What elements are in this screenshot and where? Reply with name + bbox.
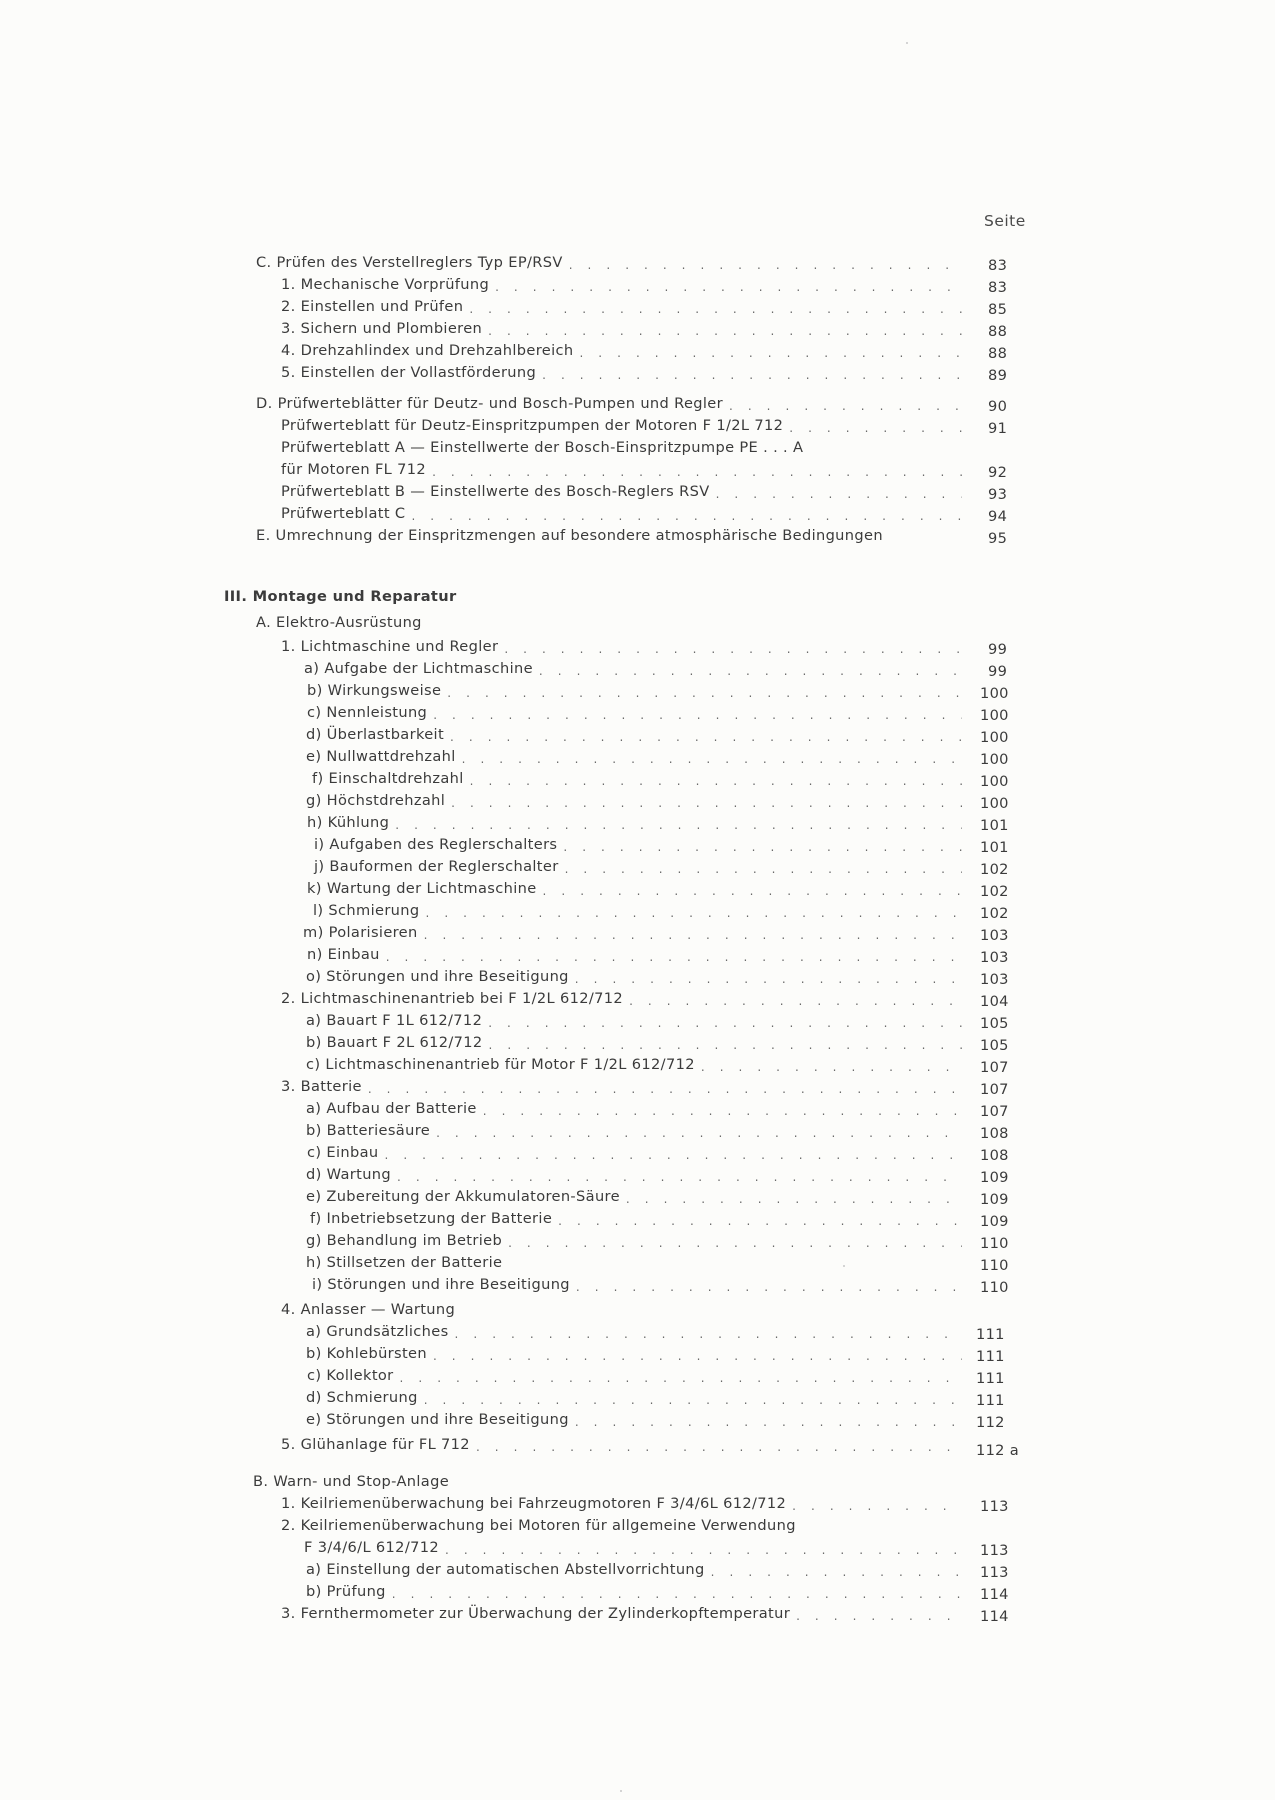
leader-dots xyxy=(385,1147,963,1163)
toc-entry-page: 103 xyxy=(980,971,1009,988)
toc-entry[interactable] xyxy=(281,637,968,657)
leader-dots xyxy=(701,1059,962,1075)
toc-entry-page: 93 xyxy=(988,486,1008,503)
toc-entry-page: 112 xyxy=(976,1414,1005,1431)
leader-dots xyxy=(469,301,962,317)
toc-entry-page: 108 xyxy=(980,1125,1009,1142)
toc-subsection-heading-label: B. Warn- und Stop-Anlage xyxy=(253,1473,450,1490)
toc-entry-page: 103 xyxy=(980,949,1009,966)
toc-entry-label: 3. Sichern und Plombieren xyxy=(281,320,483,337)
toc-entry-label: E. Umrechnung der Einspritzmengen auf besondere atmosphärische Bedingungen xyxy=(256,527,883,544)
toc-entry-label: c) Einbau xyxy=(307,1144,379,1161)
leader-dots xyxy=(450,729,962,745)
toc-entry-page: 107 xyxy=(980,1081,1009,1098)
toc-entry[interactable] xyxy=(281,1077,968,1097)
leader-dots xyxy=(397,1169,962,1185)
toc-entry[interactable] xyxy=(281,1516,968,1536)
toc-entry-page: 111 xyxy=(976,1392,1005,1409)
toc-entry-label: l) Schmierung xyxy=(313,902,420,919)
toc-entry-page: 111 xyxy=(976,1370,1005,1387)
toc-entry-label: 4. Anlasser — Wartung xyxy=(281,1301,456,1318)
toc-entry-label: 1. Mechanische Vorprüfung xyxy=(281,276,490,293)
toc-entry[interactable] xyxy=(306,791,968,811)
leader-dots xyxy=(558,1213,962,1229)
toc-entry[interactable] xyxy=(281,297,968,317)
toc-entry[interactable] xyxy=(313,901,968,921)
toc-entry-page: 111 xyxy=(976,1326,1005,1343)
toc-entry-page: 99 xyxy=(988,641,1008,658)
toc-entry[interactable] xyxy=(306,1165,968,1185)
toc-entry-page: 108 xyxy=(980,1147,1009,1164)
toc-entry[interactable] xyxy=(281,275,968,295)
toc-entry-page: 107 xyxy=(980,1103,1009,1120)
leader-dots xyxy=(495,279,962,295)
toc-entry-label: 2. Keilriemenüberwachung bei Motoren für allgemeine Verwendung xyxy=(281,1517,796,1534)
toc-entry[interactable] xyxy=(281,1604,968,1624)
leader-dots xyxy=(575,971,962,987)
toc-entry-label: g) Behandlung im Betrieb xyxy=(306,1232,503,1249)
toc-entry-label: i) Störungen und ihre Beseitigung xyxy=(312,1276,570,1293)
toc-entry-page: 89 xyxy=(988,367,1008,384)
toc-entry[interactable] xyxy=(306,1187,968,1207)
toc-entry[interactable] xyxy=(281,363,968,383)
toc-entry[interactable] xyxy=(281,341,968,361)
toc-entry-page: 101 xyxy=(980,817,1009,834)
toc-entry-label: b) Kohlebürsten xyxy=(306,1345,427,1362)
leader-dots xyxy=(543,883,962,899)
leader-dots xyxy=(400,1370,962,1386)
toc-entry-label: m) Polarisieren xyxy=(303,924,418,941)
leader-dots xyxy=(476,1439,962,1455)
toc-entry-label: Prüfwerteblatt C xyxy=(281,505,406,522)
toc-entry-label: D. Prüfwerteblätter für Deutz- und Bosch-Pumpen und Regler xyxy=(256,395,723,412)
toc-entry-page: 104 xyxy=(980,993,1009,1010)
scan-speck xyxy=(906,42,908,44)
toc-entry-label: d) Überlastbarkeit xyxy=(306,726,445,743)
toc-entry-label: 2. Einstellen und Prüfen xyxy=(281,298,464,315)
leader-dots xyxy=(432,464,962,480)
toc-entry[interactable] xyxy=(281,1494,968,1514)
toc-entry-page: 111 xyxy=(976,1348,1005,1365)
leader-dots xyxy=(629,993,962,1009)
leader-dots xyxy=(565,861,962,877)
toc-entry-page: 99 xyxy=(988,663,1008,680)
leader-dots xyxy=(488,323,962,339)
toc-entry-label: n) Einbau xyxy=(307,946,380,963)
toc-entry-label: f) Inbetriebsetzung der Batterie xyxy=(310,1210,553,1227)
toc-entry-label: b) Bauart F 2L 612/712 xyxy=(306,1034,483,1051)
toc-entry[interactable] xyxy=(314,835,968,855)
toc-entry-label: 3. Fernthermometer zur Überwachung der Zylinderkopftemperatur xyxy=(281,1605,791,1622)
toc-entry-page: 100 xyxy=(980,751,1009,768)
leader-dots xyxy=(792,1498,962,1514)
toc-entry-page: 110 xyxy=(980,1235,1009,1252)
leader-dots xyxy=(451,795,962,811)
toc-entry-page: 83 xyxy=(988,257,1008,274)
toc-entry-label: h) Kühlung xyxy=(307,814,390,831)
leader-dots xyxy=(729,398,962,414)
toc-entry[interactable] xyxy=(307,681,968,701)
leader-dots xyxy=(395,817,962,833)
toc-subsection-heading-label: A. Elektro-Ausrüstung xyxy=(256,614,422,631)
toc-entry-page: 109 xyxy=(980,1191,1009,1208)
toc-subsection-heading[interactable] xyxy=(256,613,756,633)
toc-entry-page: 88 xyxy=(988,323,1008,340)
toc-entry[interactable] xyxy=(306,1344,968,1364)
toc-entry-page: 100 xyxy=(980,729,1009,746)
leader-dots xyxy=(436,1125,962,1141)
toc-entry-label: d) Wartung xyxy=(306,1166,392,1183)
toc-entry-label: e) Nullwattdrehzahl xyxy=(306,748,456,765)
toc-entry[interactable] xyxy=(312,1275,968,1295)
leader-dots xyxy=(368,1081,962,1097)
leader-dots xyxy=(576,1279,962,1295)
leader-dots xyxy=(489,1037,962,1053)
leader-dots xyxy=(424,927,962,943)
leader-dots xyxy=(504,641,962,657)
toc-entry-page: 102 xyxy=(980,861,1009,878)
toc-entry[interactable] xyxy=(281,1300,968,1320)
toc-entry-page: 110 xyxy=(980,1257,1009,1274)
toc-subsection-heading[interactable] xyxy=(253,1472,753,1492)
toc-entry[interactable] xyxy=(307,1143,968,1163)
toc-entry-page: 94 xyxy=(988,508,1008,525)
toc-entry[interactable] xyxy=(306,725,968,745)
toc-entry-page: 102 xyxy=(980,883,1009,900)
leader-dots xyxy=(626,1191,962,1207)
toc-entry-label: 3. Batterie xyxy=(281,1078,362,1095)
leader-dots xyxy=(569,257,962,273)
leader-dots xyxy=(579,345,962,361)
leader-dots xyxy=(433,707,962,723)
toc-entry[interactable] xyxy=(306,1011,968,1031)
toc-entry-label: b) Batteriesäure xyxy=(306,1122,431,1139)
toc-entry-page: 114 xyxy=(980,1608,1009,1625)
toc-entry-page: 90 xyxy=(988,398,1008,415)
toc-entry[interactable] xyxy=(281,460,968,480)
toc-entry[interactable] xyxy=(307,703,968,723)
leader-dots xyxy=(539,663,962,679)
toc-entry-page: 102 xyxy=(980,905,1009,922)
toc-entry-page: 101 xyxy=(980,839,1009,856)
leader-dots xyxy=(447,685,962,701)
toc-section-heading[interactable] xyxy=(224,587,724,607)
toc-entry-label: b) Prüfung xyxy=(306,1583,386,1600)
toc-entry[interactable] xyxy=(256,394,968,414)
leader-dots xyxy=(711,1564,962,1580)
leader-dots xyxy=(462,751,962,767)
toc-entry[interactable] xyxy=(304,659,968,679)
toc-entry[interactable] xyxy=(306,1322,968,1342)
toc-entry-page: 100 xyxy=(980,773,1009,790)
toc-entry-label: f) Einschaltdrehzahl xyxy=(312,770,464,787)
toc-entry[interactable] xyxy=(256,253,968,273)
toc-entry-page: 113 xyxy=(980,1564,1009,1581)
toc-entry[interactable] xyxy=(306,747,968,767)
leader-dots xyxy=(386,949,962,965)
toc-entry[interactable] xyxy=(303,923,968,943)
toc-entry-label: Prüfwerteblatt A — Einstellwerte der Bosch-Einspritzpumpe PE . . . A xyxy=(281,439,804,456)
toc-entry-label: c) Lichtmaschinenantrieb für Motor F 1/2L 612/712 xyxy=(306,1056,695,1073)
leader-dots xyxy=(426,905,963,921)
toc-entry-label: a) Bauart F 1L 612/712 xyxy=(306,1012,483,1029)
leader-dots xyxy=(575,1414,962,1430)
toc-entry-label: a) Aufgabe der Lichtmaschine xyxy=(304,660,533,677)
toc-entry[interactable] xyxy=(281,504,968,524)
toc-entry-page: 110 xyxy=(980,1279,1009,1296)
toc-entry[interactable] xyxy=(307,879,968,899)
toc-entry[interactable] xyxy=(256,526,968,546)
toc-entry[interactable] xyxy=(306,1121,968,1141)
leader-dots xyxy=(508,1235,962,1251)
toc-entry-label: e) Zubereitung der Akkumulatoren-Säure xyxy=(306,1188,620,1205)
toc-entry[interactable] xyxy=(310,1209,968,1229)
toc-entry-label: a) Einstellung der automatischen Abstellvorrichtung xyxy=(306,1561,705,1578)
toc-entry-label: h) Stillsetzen der Batterie xyxy=(306,1254,503,1271)
toc-entry-page: 113 xyxy=(980,1542,1009,1559)
toc-entry[interactable] xyxy=(306,1055,968,1075)
leader-dots xyxy=(411,508,962,524)
toc-entry[interactable] xyxy=(306,1410,968,1430)
toc-entry-label: j) Bauformen der Reglerschalter xyxy=(314,858,559,875)
toc-entry[interactable] xyxy=(281,482,968,502)
toc-entry-page: 113 xyxy=(980,1498,1009,1515)
leader-dots xyxy=(483,1103,962,1119)
toc-entry[interactable] xyxy=(304,1538,968,1558)
toc-entry-label: 5. Glühanlage für FL 712 xyxy=(281,1436,470,1453)
toc-entry-page: 114 xyxy=(980,1586,1009,1603)
leader-dots xyxy=(470,773,962,789)
leader-dots xyxy=(445,1542,962,1558)
toc-entry[interactable] xyxy=(306,1582,968,1602)
leader-dots xyxy=(716,486,962,502)
toc-entry[interactable] xyxy=(306,1388,968,1408)
toc-entry-label: 2. Lichtmaschinenantrieb bei F 1/2L 612/712 xyxy=(281,990,624,1007)
toc-entry[interactable] xyxy=(306,1560,968,1580)
toc-entry-label: Prüfwerteblatt für Deutz-Einspritzpumpen der Motoren F 1/2L 712 xyxy=(281,417,784,434)
toc-entry-page: 95 xyxy=(988,530,1008,547)
scan-speck xyxy=(620,1790,622,1792)
toc-section-heading-label: III. Montage und Reparatur xyxy=(224,588,457,605)
toc-entry-page: 100 xyxy=(980,795,1009,812)
toc-entry[interactable] xyxy=(281,416,968,436)
leader-dots xyxy=(796,1608,962,1624)
toc-entry-label: c) Kollektor xyxy=(307,1367,394,1384)
toc-entry-label: g) Höchstdrehzahl xyxy=(306,792,446,809)
toc-entry-page: 103 xyxy=(980,927,1009,944)
toc-entry-label: 4. Drehzahlindex und Drehzahlbereich xyxy=(281,342,574,359)
toc-entry-page: 112 a xyxy=(976,1442,1019,1459)
toc-entry-label: a) Grundsätzliches xyxy=(306,1323,449,1340)
toc-entry-page: 83 xyxy=(988,279,1008,296)
page-column-label: Seite xyxy=(984,212,1026,230)
toc-entry-page: 107 xyxy=(980,1059,1009,1076)
toc-entry[interactable] xyxy=(306,1231,968,1251)
toc-entry-label: 5. Einstellen der Vollastförderung xyxy=(281,364,537,381)
toc-entry-label: i) Aufgaben des Reglerschalters xyxy=(314,836,558,853)
toc-entry-label: C. Prüfen des Verstellreglers Typ EP/RSV xyxy=(256,254,563,271)
toc-entry[interactable] xyxy=(306,967,968,987)
toc-entry[interactable] xyxy=(307,1366,968,1386)
toc-entry[interactable] xyxy=(281,989,968,1009)
toc-entry-page: 109 xyxy=(980,1169,1009,1186)
leader-dots xyxy=(488,1015,962,1031)
toc-entry-label: F 3/4/6/L 612/712 xyxy=(304,1539,439,1556)
toc-entry[interactable] xyxy=(281,319,968,339)
leader-dots xyxy=(392,1586,962,1602)
leader-dots xyxy=(563,839,962,855)
toc-entry-label: e) Störungen und ihre Beseitigung xyxy=(306,1411,569,1428)
toc-entry-label: b) Wirkungsweise xyxy=(307,682,442,699)
toc-entry-label: o) Störungen und ihre Beseitigung xyxy=(306,968,569,985)
toc-entry[interactable] xyxy=(281,1435,968,1455)
toc-entry-label: d) Schmierung xyxy=(306,1389,418,1406)
toc-entry-label: 1. Lichtmaschine und Regler xyxy=(281,638,499,655)
toc-entry[interactable] xyxy=(306,1033,968,1053)
toc-entry-label: a) Aufbau der Batterie xyxy=(306,1100,477,1117)
toc-entry[interactable] xyxy=(306,1099,968,1119)
toc-entry-page: 100 xyxy=(980,707,1009,724)
leader-dots xyxy=(424,1392,962,1408)
toc-entry-label: 1. Keilriemenüberwachung bei Fahrzeugmotoren F 3/4/6L 612/712 xyxy=(281,1495,787,1512)
toc-entry[interactable] xyxy=(307,813,968,833)
toc-entry[interactable] xyxy=(306,1253,968,1273)
toc-entry-page: 92 xyxy=(988,464,1008,481)
toc-entry-label: Prüfwerteblatt B — Einstellwerte des Bosch-Reglers RSV xyxy=(281,483,710,500)
leader-dots xyxy=(433,1348,962,1364)
toc-entry-label: k) Wartung der Lichtmaschine xyxy=(307,880,537,897)
toc-entry[interactable] xyxy=(314,857,968,877)
toc-entry-page: 100 xyxy=(980,685,1009,702)
toc-entry-page: 105 xyxy=(980,1037,1009,1054)
toc-entry-label: c) Nennleistung xyxy=(307,704,428,721)
toc-entry-page: 109 xyxy=(980,1213,1009,1230)
toc-entry-page: 91 xyxy=(988,420,1008,437)
leader-dots xyxy=(542,367,962,383)
toc-entry[interactable] xyxy=(281,438,968,458)
scan-speck xyxy=(843,1265,845,1267)
leader-dots xyxy=(789,420,962,436)
toc-entry-page: 85 xyxy=(988,301,1008,318)
toc-entry[interactable] xyxy=(307,945,968,965)
toc-entry-page: 105 xyxy=(980,1015,1009,1032)
toc-entry[interactable] xyxy=(312,769,968,789)
leader-dots xyxy=(455,1326,962,1342)
toc-entry-label: für Motoren FL 712 xyxy=(281,461,427,478)
toc-entry-page: 88 xyxy=(988,345,1008,362)
